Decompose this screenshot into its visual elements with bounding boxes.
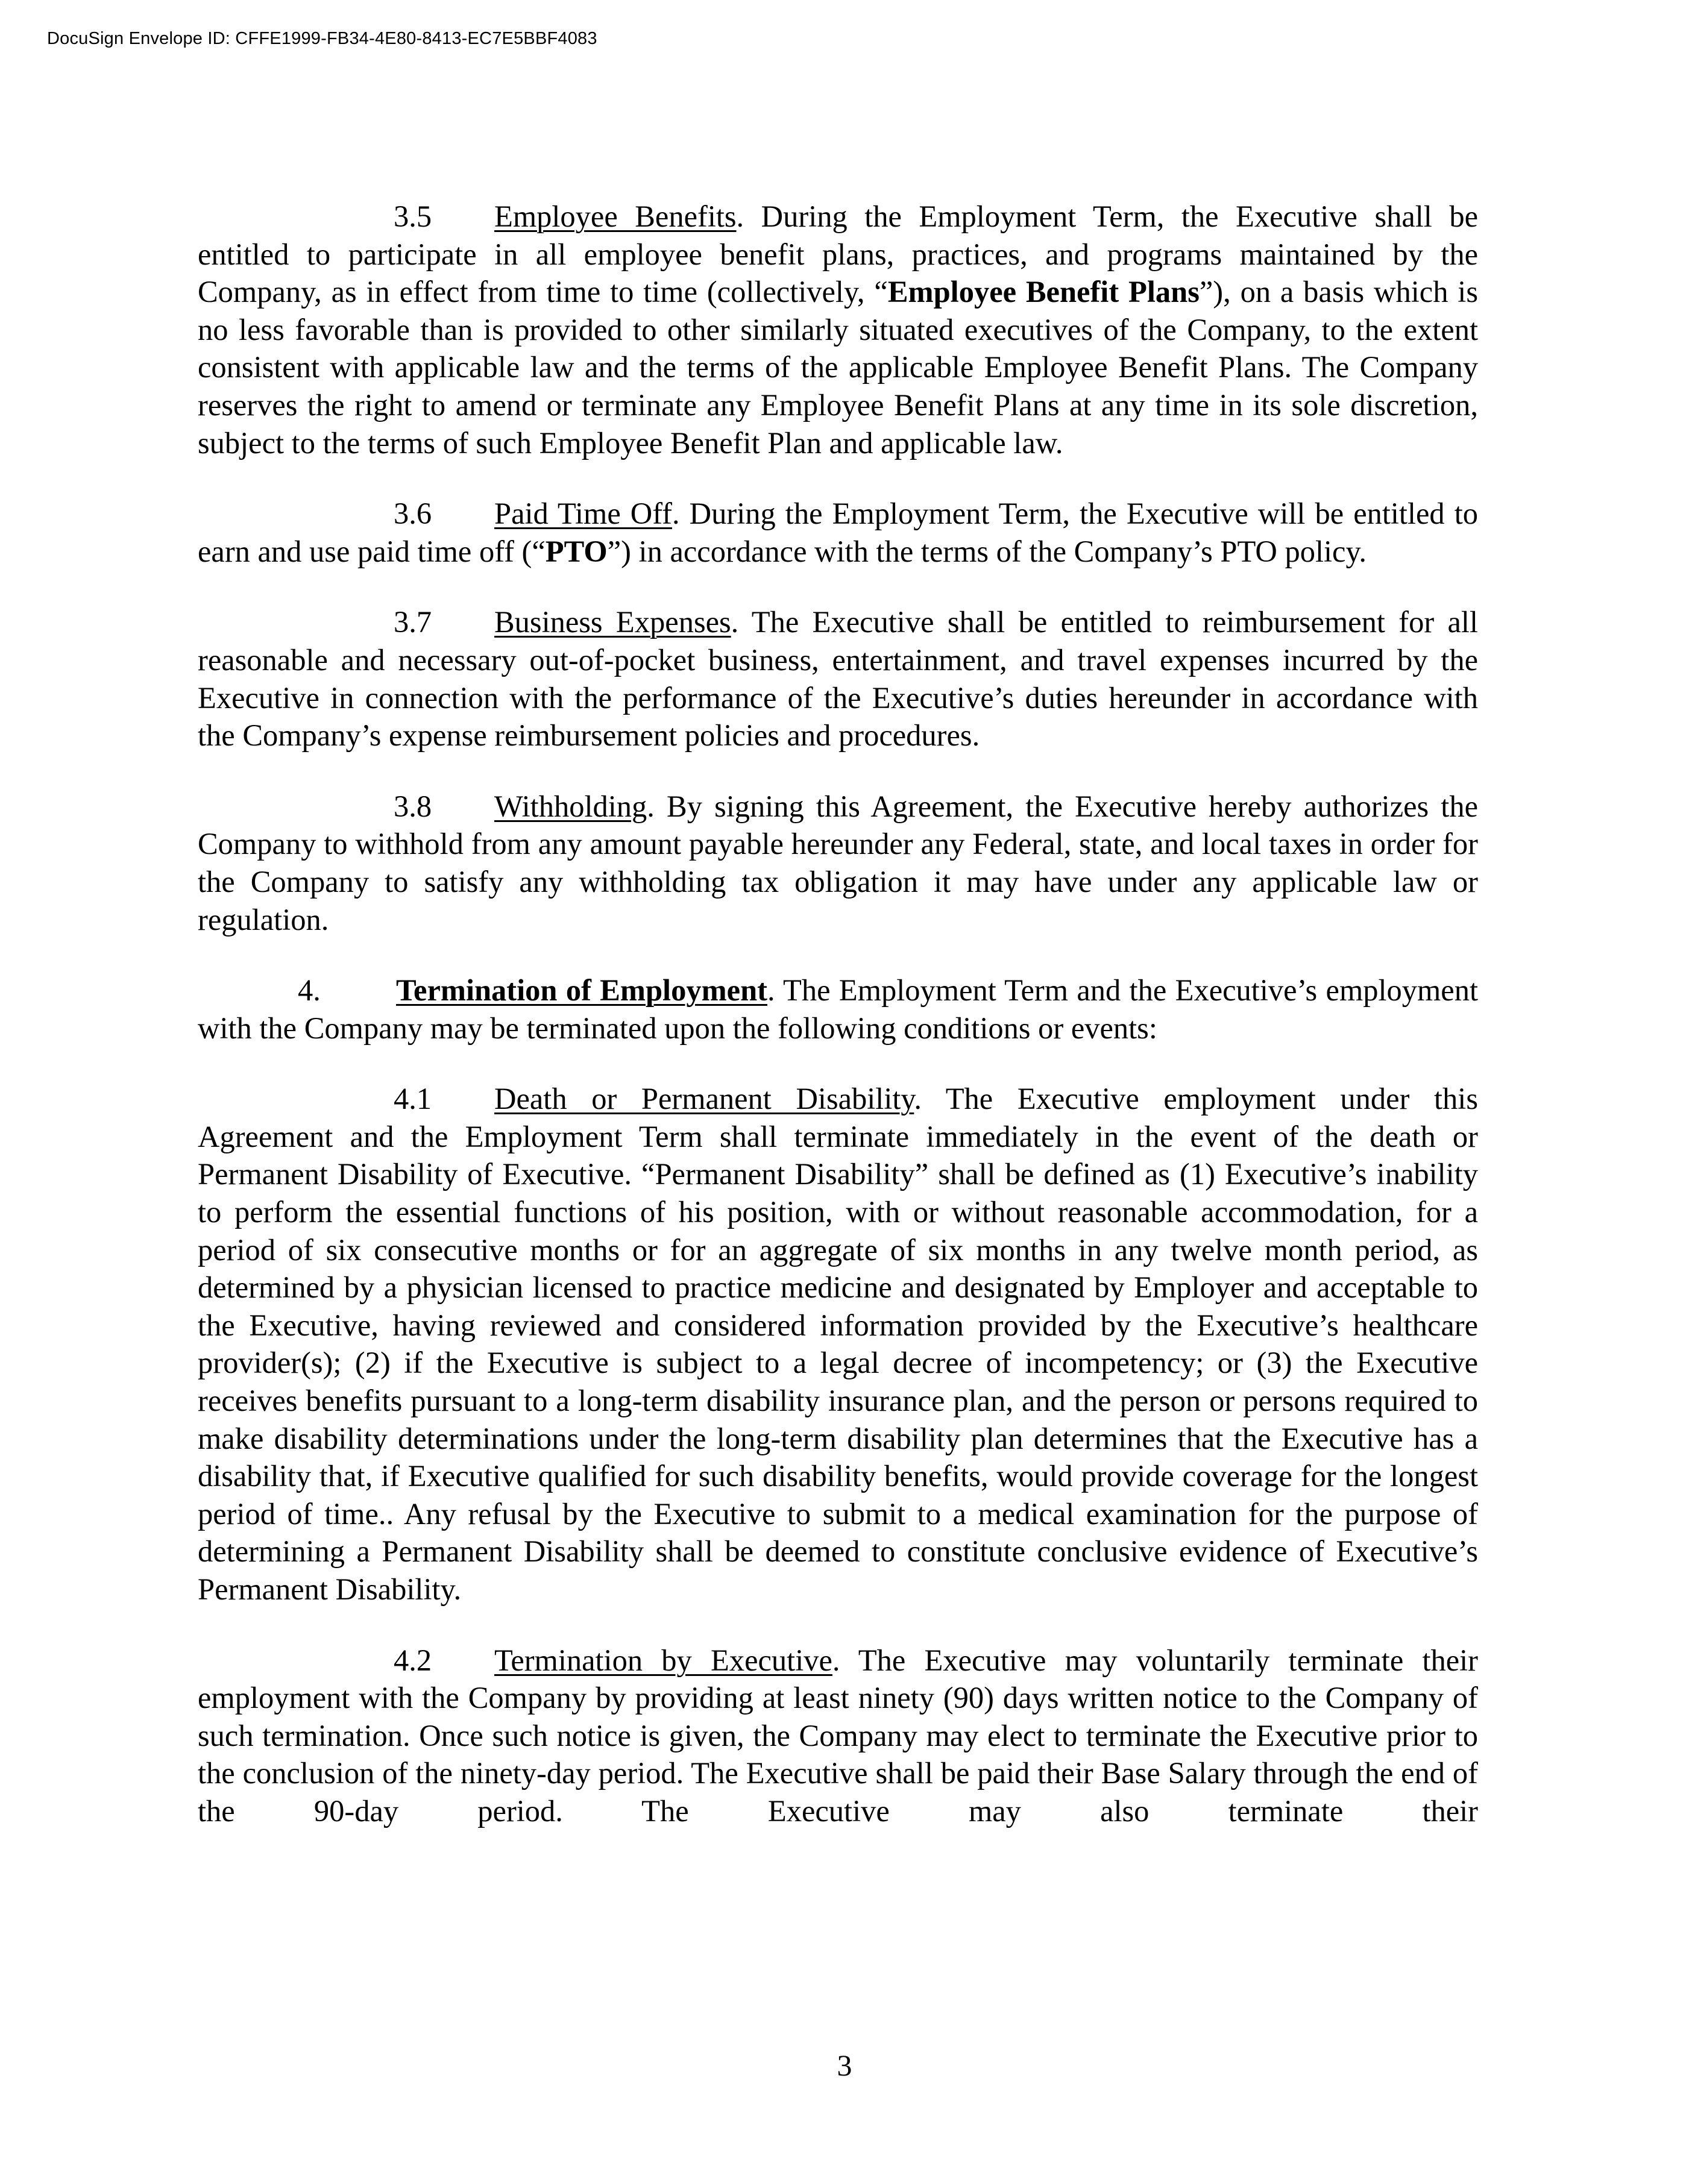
section-4-1 — [198, 1080, 1478, 1608]
section-4 — [198, 971, 1478, 1047]
page-number: 3 — [837, 2048, 852, 2082]
section-number: 3.8 — [394, 789, 432, 823]
section-number: 3.7 — [394, 605, 432, 639]
section-heading: Paid Time Off — [494, 497, 672, 531]
section-number: 3.5 — [394, 199, 432, 233]
defined-term: PTO — [545, 534, 608, 568]
section-text: . During the Employment Term, the Executive shall be entitled to participate in all employee benefit plans, practices, and programs maintained by the Company, as in effect from time to time (collectively, “ — [198, 199, 1478, 309]
section-text: . During the Employment Term, the Executive will be entitled to earn and use paid time off (“ — [198, 497, 1478, 568]
docusign-envelope-id: DocuSign Envelope ID: CFFE1999-FB34-4E80-8413-EC7E5BBF4083 — [47, 29, 597, 48]
section-text: . The Executive shall be entitled to reimbursement for all reasonable and necessary out-of-pocket business, entertainment, and travel expenses incurred by the Executive in connection with the performance of the Executive’s duties hereunder in accordance with the Company’s expense reimbursement policies and procedures. — [198, 605, 1478, 753]
section-3-8 — [198, 788, 1478, 938]
section-number: 3.6 — [394, 497, 432, 531]
section-number: 4. — [298, 973, 321, 1008]
section-heading: Withholding — [494, 789, 647, 823]
section-heading: Business Expenses — [494, 605, 731, 639]
section-4-2 — [198, 1642, 1478, 1830]
section-text: . The Executive may voluntarily terminate their employment with the Company by providing at least ninety (90) days written notice to the Company of such termination. Once such notice is given, the Company may elect to terminate the Executive prior to the conclusion of the ninety-day period. The Executive shall be paid their Base Salary through the end of the 90-day period. The Executive may also terminate their — [198, 1643, 1478, 1828]
section-3-5 — [198, 198, 1478, 462]
section-number: 4.1 — [394, 1082, 432, 1116]
section-text: ”), on a basis which is no less favorable than is provided to other similarly situated executives of the Company, to the extent consistent with applicable law and the terms of the applicable Employee Benefit Plans. The Company reserves the right to amend or terminate any Employee Benefit Plans at any time in its sole discretion, subject to the terms of such Employee Benefit Plan and applicable law. — [198, 275, 1478, 460]
section-heading: Termination of Employment — [396, 973, 767, 1008]
section-heading: Death or Permanent Disability — [494, 1082, 914, 1116]
section-3-7 — [198, 603, 1478, 754]
document-body — [198, 198, 1478, 1863]
section-heading: Termination by Executive — [494, 1643, 832, 1677]
section-3-6 — [198, 495, 1478, 570]
section-text: ”) in accordance with the terms of the Company’s PTO policy. — [607, 534, 1367, 568]
section-number: 4.2 — [394, 1643, 432, 1677]
section-text: . By signing this Agreement, the Executive hereby authorizes the Company to withhold from any amount payable hereunder any Federal, state, and local taxes in order for the Company to satisfy any withholding tax obligation it may have under any applicable law or regulation. — [198, 789, 1478, 937]
section-heading: Employee Benefits — [494, 199, 737, 233]
defined-term: Employee Benefit Plans — [887, 275, 1200, 309]
section-text: . The Employment Term and the Executive’s employment with the Company may be terminated upon the following conditions or events: — [198, 973, 1478, 1045]
section-text: . The Executive employment under this Agreement and the Employment Term shall terminate immediately in the event of the death or Permanent Disability of Executive. “Permanent Disability” shall be defined as (1) Executive’s inability to perform the essential functions of his position, with or without reasonable accommodation, for a period of six consecutive months or for an aggregate of six months in any twelve month period, as determined by a physician licensed to practice medicine and designated by Employer and acceptable to the Executive, having reviewed and considered information provided by the Executive’s healthcare provider(s); (2) if the Executive is subject to a legal decree of incompetency; or (3) the Executive receives benefits pursuant to a long-term disability insurance plan, and the person or persons required to make disability determinations under the long-term disability plan determines that the Executive has a disability that, if Executive qualified for such disability benefits, would provide coverage for the longest period of time.. Any refusal by the Executive to submit to a medical examination for the purpose of determining a Permanent Disability shall be deemed to constitute conclusive evidence of Executive’s Permanent Disability. — [198, 1082, 1478, 1606]
